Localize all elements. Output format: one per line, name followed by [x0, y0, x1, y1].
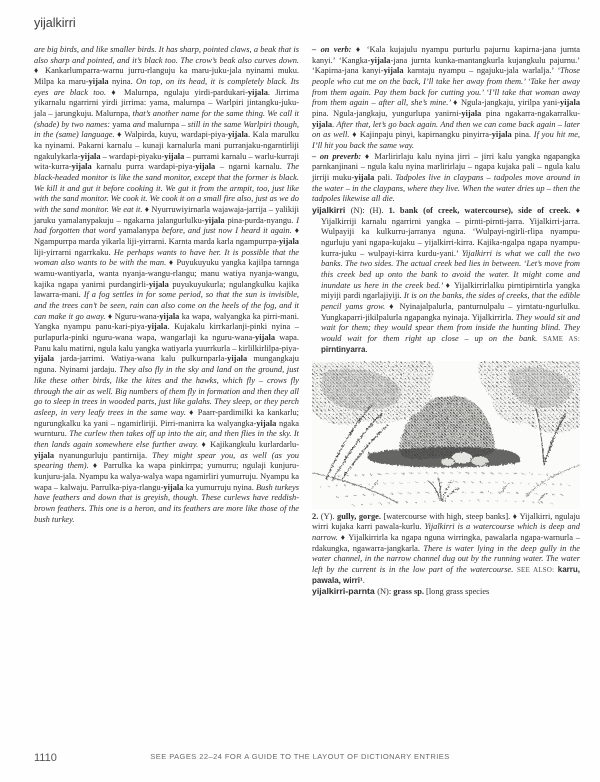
text-run: yijala: [461, 109, 482, 119]
text-run: liji-yirrarni ngarrkaku.: [34, 247, 114, 257]
text-run: yijala: [147, 322, 168, 332]
text-run: yijala: [88, 77, 109, 87]
text-run: and: [132, 119, 148, 129]
text-run: ♦ Nguru-wana-: [107, 311, 160, 321]
two-column-body: [34, 45, 580, 598]
text-run: ♦ Ngula-jangkaju, yirilpa yani-: [453, 98, 560, 108]
text-run: yijala: [383, 66, 404, 76]
text-run: They might spear you, as well (as you spearing them).: [34, 450, 299, 471]
text-run: 1. bank (of creek, watercourse), side of creek.: [388, 206, 576, 216]
text-run: yijala: [34, 450, 55, 460]
creek-illustration: [312, 361, 580, 509]
text-run: The curlew then takes off up into the air, and then flies in the sky. It then lands again somewhere else further away.: [34, 429, 299, 449]
text-run: Yijalkirri is what we call the two banks. The two sides. The actual creek bed lies in between. ‘Let’s move from this creek bed up onto the bank to avoid the water. It might come and inundate us here in the creek bed.’: [321, 248, 580, 290]
text-run: On top, on its head, it is completely black. Its eyes are black too.: [34, 77, 299, 97]
right-column-bottom: [312, 512, 580, 598]
text-run: mungangkaju nguna. Nyinami jardaju.: [34, 354, 299, 375]
text-run: gully, gorge.: [337, 511, 384, 521]
text-run: yijalkirri-parnta: [312, 586, 378, 597]
subentry-on-verb: [312, 45, 580, 152]
text-run: yijala: [71, 162, 92, 172]
text-run: ♦ Paarr-pardimilki ka kankarlu; ngurungkalku ka yani – ngamirliriji. Pirri-manirra ka walyangka-: [34, 407, 299, 428]
text-run: If you hit me, I’ll hit you back the same way.: [312, 130, 581, 151]
text-run: If a fog settles in for some period, so that the sun is invisible, and the trees can’t be seen, rain can also come on the heels of the fog, and it can make it go away.: [34, 290, 300, 321]
text-run: yijala: [195, 162, 216, 172]
text-run: ♦ Nyinajalpalurla, panturnulpalu – yirntatu-ngurlulku. Yungkaparri-jikilpalurla ngapangka nyinaja. Yijalkirrirla.: [321, 302, 580, 322]
text-run: nyanungurluju pantirnija.: [54, 450, 153, 460]
text-run: yijala: [163, 482, 184, 492]
text-run: – on preverb:: [312, 151, 365, 161]
text-run: – on verb:: [312, 45, 356, 54]
text-run: They also fly in the sky and land on the ground, just like these other birds, like the kites and the hawks, which fly – crows fly through the air as well. Big numbers of them fly in formation and then they all go to sleep in trees in wooded parts, just like galahs. They sleep, or they perch asleep, in very leafy trees in the same way.: [34, 365, 299, 417]
text-run: are big birds, and like smaller birds. It has sharp, pointed claws, a beak that is also sharp and pointed, and it’s black too. The crow’s beak also curves down.: [34, 45, 299, 65]
text-run: .: [362, 575, 365, 585]
text-run: yijala: [370, 55, 391, 65]
footer-note: SEE PAGES 22–24 FOR A GUIDE TO THE LAYOUT OF DICTIONARY ENTRIES: [150, 752, 450, 761]
text-run: yijala: [354, 173, 375, 183]
text-run: yijala: [227, 354, 248, 364]
text-run: jarda-jarrimi. Watiya-wana kalu pulkurnparla-: [54, 354, 228, 364]
text-run: ♦ Parrulka ka wapa pinkirrpa; yumurru; ngulaji kunjuru-kunjuru-jala. Nyampu ka walya-walya wapa ngamirliri yumurruju. Nyampu ka wapa – kalwaju. Parrulka-piya-rlangu-: [34, 461, 299, 492]
text-run: yijala: [80, 151, 101, 161]
text-run: ♦ Puyukuyuku yangka kajilpa tarnnga wamu-wantiyarla, wanta nyanja-wangu-rlangu; manu watiya nyanja-wangu, kajika ngapa yanirni purdangirli-: [34, 258, 299, 289]
text-run: He perhaps wants to have her. It is possible that the woman also wants to be with the man.: [34, 247, 299, 268]
entry-yijalkirri-sense-2: [312, 512, 580, 587]
text-run: (N): (H).: [350, 206, 389, 216]
text-run: ♦ Malurnpa, ngulaju yirdi-pardukari-: [111, 87, 248, 97]
text-run: yijalkirri: [312, 205, 351, 216]
text-run: pali.: [374, 173, 396, 183]
text-run: yijala: [159, 311, 180, 321]
text-run: pina-purda-nyangu.: [224, 215, 297, 225]
text-run: ‘Those people who cut me on the back, I’ll take her away from them.’ ‘Take her away from them again. Pay them back for cutting you.’ ‘I’ll take that woman away from them again – after all, she’s mine.’: [312, 66, 580, 108]
text-run: Bush turkeys have feathers and down that is greyish, though. These curlews have reddish-brown feathers. This one is a heron, and its feathers are more like those of the bush turkey.: [34, 482, 300, 524]
text-run: ♦ Ngampurrpa marda yikarla liji-yirrarni. Karnta marda karla ngampurrpa-: [34, 226, 299, 247]
text-run: ♦ Yijalkirriji karnalu ngarrirni yangka – pirnti-pirnti-jarra. Yijalkirri-jarra. Wulpayiji ka kulkurru-jarranya nguna. ‘Wulpayi-ngirli-rlipa nyampu-ngurluju yani ngapa-kujaku – yijalkirri-kirra. Kajika-ngalpa ngapa nyampu-kurra-juku – wulpayi-kirra kurdu-yani.’: [321, 206, 580, 258]
text-run: karru, pawala, wirri¹: [312, 564, 580, 585]
text-run: pina.: [511, 130, 534, 140]
text-run: yijala: [34, 354, 55, 364]
text-run: yijala: [256, 418, 277, 428]
text-run: ♦ Marlirirlaju kalu nyina jirri – jirri kalu yangka ngapangka parnkanjinani – ngula kalu nyina marlirirlaju – ngapa kujaka pali – ngula kalu jirriji muku-: [312, 151, 580, 183]
text-run: They would sit and wait for them; they would spear them from inside the hunting blind. They would wait for them right up close – up on the bank.: [321, 312, 580, 344]
text-run: yijala: [164, 151, 185, 161]
creek-illustration-drawing: [312, 361, 580, 509]
text-run: ka yumurruju nyina.: [183, 482, 256, 492]
text-run: yijala: [255, 333, 276, 343]
right-column: [312, 45, 580, 598]
right-column-top: [312, 45, 580, 356]
text-run: Tadpoles live in claypans – tadpoles move around in the water – in the claypans, where they live. When the water dries up – then the tadpoles likewise all die.: [312, 173, 581, 204]
text-run: It is on the banks, the sides of creeks, that the edible pencil yams grow.: [321, 291, 580, 312]
text-run: yijala: [491, 130, 512, 140]
text-run: yijala: [148, 279, 169, 289]
text-run: malurnpa: [147, 119, 182, 129]
text-run: ♦ Yijalkirrirlalku pirntipirntirla yangka miyiji pardi ngarlajiyiji.: [321, 280, 580, 301]
text-run: (N):: [377, 587, 394, 597]
text-run: before, and just now I heard it again.: [161, 226, 295, 236]
text-run: yijala: [227, 130, 248, 140]
text-run: yama: [112, 119, 133, 129]
page-footer: [0, 752, 600, 766]
text-run: ♦ Walpirda, kuyu, wardapi-piya-: [117, 130, 228, 140]
text-run: 2.: [312, 511, 321, 521]
text-run: Yijalkirri is a watercourse which is deep and narrow.: [312, 522, 580, 542]
entry-yijalkirri-parnta: [312, 586, 580, 598]
text-run: yijala: [560, 98, 581, 108]
text-run: ♦ Yijalkirrirla ka ngapa nguna wirringka, pawalarla ngapa-warnurla – rdakungka, ngawarra-jangkarla.: [312, 532, 581, 553]
text-run: .: [365, 344, 368, 354]
text-run: that’s another name for the same thing. We call it (shade) by two names:: [34, 109, 300, 129]
text-run: .: [332, 119, 337, 129]
text-run: There is water lying in the deep gully in the water channel, in the narrow channel dug out by the running water. The water left by the current is in the low part of the watercourse.: [312, 543, 581, 574]
text-run: puyukuyukurla; ngulangkulku kajika lawarra-mani.: [34, 279, 300, 300]
text-run: – purrami karnalu – warlu-kurraji wita-kurra-: [34, 151, 299, 172]
text-run: yamalanypa: [118, 226, 162, 236]
entry-continuation-yijala: [34, 45, 299, 525]
text-run: ♦ Kankarlumparra-warnu jurru-rlanguju ka maru-juku-jala nyinami muku. Milpa ka maru-: [34, 66, 299, 87]
text-run: ka wapa, walyangka ka pirri-mani. Yangka nyampu panu-kari-piya-: [34, 311, 299, 332]
text-run: yijala: [247, 87, 268, 97]
text-run: SEE ALSO:: [516, 566, 558, 574]
text-run: SAME AS:: [543, 336, 580, 344]
running-head: yijalkirri: [34, 16, 76, 30]
text-run: (Y).: [320, 511, 338, 521]
text-run: . Kujakalu kirrkarlanji-pinki nyina – purlapurla-pinki nguru-wana wapa, wangarlaji ka nguru-wana-: [34, 322, 299, 343]
entry-yijalkirri-sense-1: [312, 205, 580, 356]
text-run: ♦ Kajinpaju pinyi, kapirnangku pinyirra-: [352, 130, 492, 140]
text-run: nyina.: [108, 77, 137, 87]
left-column: [34, 45, 299, 598]
text-run: ♦ ‘Kala kujajulu nyampu purturlu pajurnu kapirna-jana jurnta kanyi.’ ‘Kangka-: [312, 45, 580, 65]
text-run: . Kala marulku ka nyinami. Pakarni karnalu – kunaji karnalurla mani purranjaku-ngarntirliji ngakulykarla-: [34, 130, 299, 161]
text-run: – wardapi-piyaku-: [100, 151, 165, 161]
text-run: . Jirrima yikarnalu ngarrirni yirdi jirrima: yama, malurnpa – Warlpiri jintangku-juku-jala – jarungkuju. Malurnpa,: [34, 87, 299, 119]
text-run: grass sp.: [393, 587, 427, 597]
text-run: pirntinyarra: [321, 344, 366, 354]
text-run: pina ngakarra-ngakarralku-: [481, 109, 580, 119]
text-run: wapa. Panu kalu matirni, ngula kalu yangka watiyarla yuurrkurla – kirlilkirlilpa-piya-: [34, 333, 299, 353]
text-run: The black-headed monitor is like the sand monitor, except that the former is black. We kill it and gut it before cooking it. We gut it from the armpit, too, just like with the sand monitor. We cook it. We cook it on a small fire also, just as we do with the sand monitor. We eat it.: [34, 162, 299, 215]
page-number: 1110: [34, 752, 57, 764]
text-run: [long grass species: [426, 587, 490, 597]
text-run: yijala: [278, 237, 299, 247]
text-run: ngaka wurnturu.: [34, 418, 299, 439]
text-run: [watercourse with high, steep banks]. ♦ Yijalkirri, ngulaju wirri kujaka karri pawala-kurlu.: [312, 511, 580, 532]
text-run: – still in the same Warlpiri though, in the (same) language.: [34, 119, 299, 140]
text-run: ♦ Kajikangkulu kurlardarlu-: [201, 439, 300, 449]
text-run: -jana jurnta kunka-mantangkurla kujangkulu pajurnu.’ ‘Kapirna-jana kanyi-: [312, 55, 580, 76]
text-run: karntaju nyampu – ngajuku-jala warlalja.’: [403, 66, 558, 76]
text-run: karnalu purra wardapi-piya-: [91, 162, 196, 172]
text-run: ♦ Nyurruwiyirnarla wajawaja-jarrija – yalikiji jaruku yamalanypakuju – ngakarna jalangurlulku-: [34, 205, 299, 225]
text-run: – ngarni karnalu.: [215, 162, 287, 172]
text-run: I had forgotten that word: [34, 215, 299, 236]
text-run: After that, let’s go back again. And then we can come back again – later on as well.: [312, 119, 581, 140]
text-run: yijala: [312, 119, 333, 129]
text-run: yijala: [204, 215, 225, 225]
text-run: pina. Ngula-jangkaju, yungurlupa yanirni-: [312, 109, 462, 119]
subentry-on-preverb: [312, 152, 580, 205]
